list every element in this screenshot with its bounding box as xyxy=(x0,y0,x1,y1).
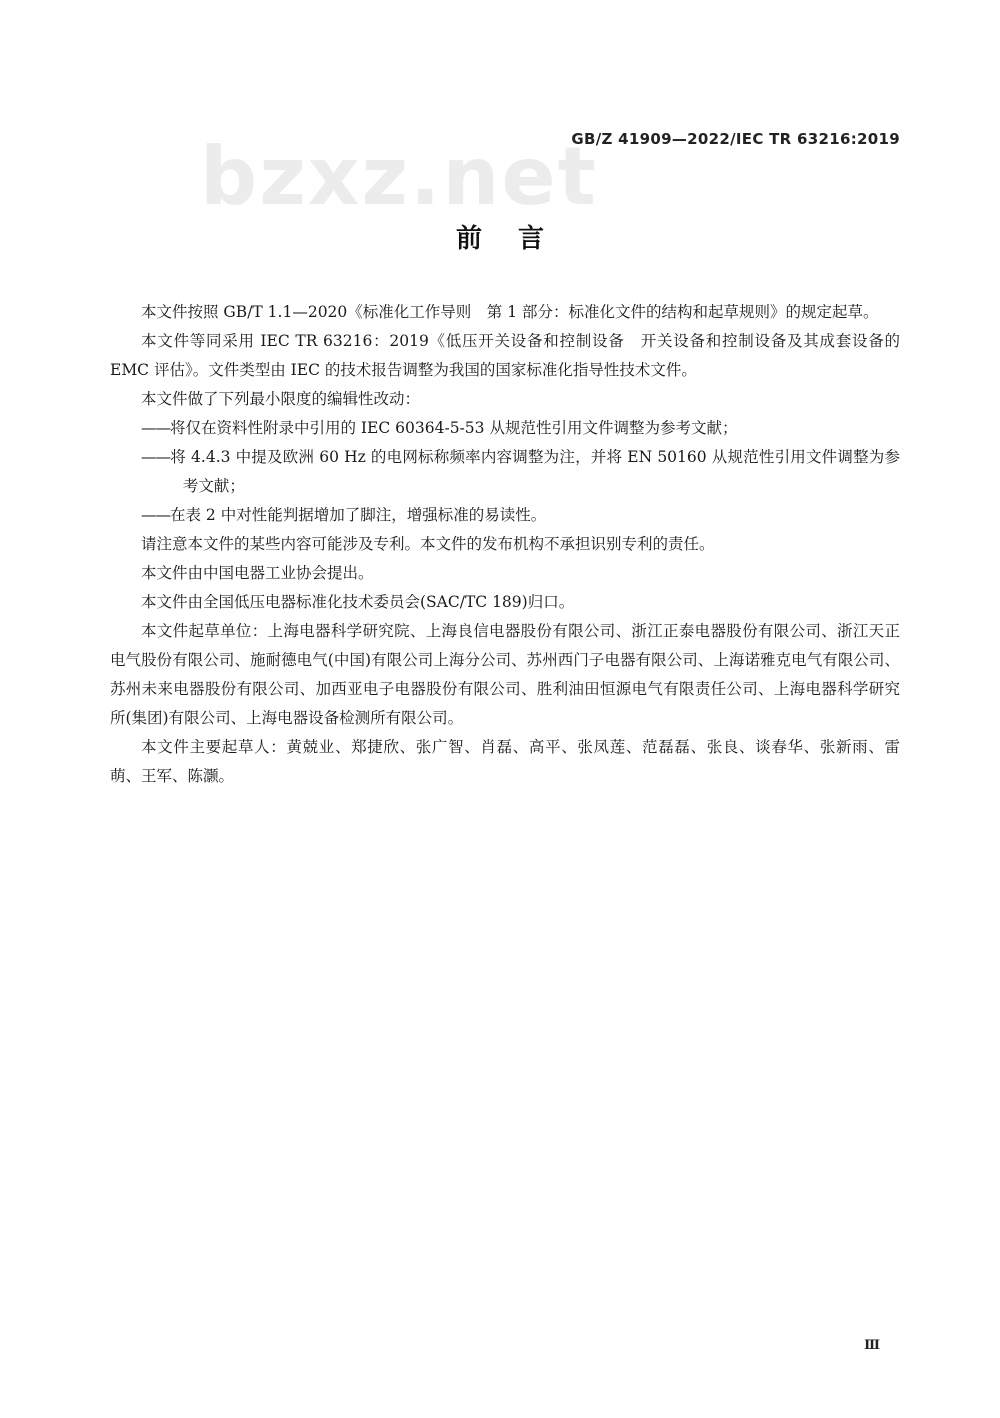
dash-mark: —— xyxy=(141,506,170,524)
paragraph-text: 本文件主要起草人：黄兢业、郑捷欣、张广智、肖磊、高平、张凤莲、范磊磊、张良、谈春华、张新雨、雷萌、王军、陈灏。 xyxy=(110,738,900,785)
paragraph-text: 本文件起草单位：上海电器科学研究院、上海良信电器股份有限公司、浙江正泰电器股份有限公司、浙江天正电气股份有限公司、施耐德电气(中国)有限公司上海分公司、苏州西门子电器有限公司、上海诺雅克电气有限公司、苏州未来电器股份有限公司、加西亚电子电器股份有限公司、胜利油田恒源电气有限责任公司、上海电器科学研究所(集团)有限公司、上海电器设备检测所有限公司。 xyxy=(110,622,900,727)
paragraph-text: 本文件等同采用 IEC TR 63216：2019《低压开关设备和控制设备 开关设备和控制设备及其成套设备的 EMC 评估》。文件类型由 IEC 的技术报告调整为我国的国家标准化指导性技术文件。 xyxy=(110,332,900,379)
paragraph-text: 本文件做了下列最小限度的编辑性改动： xyxy=(141,390,421,408)
list-item-text: 将仅在资料性附录中引用的 IEC 60364-5-53 从规范性引用文件调整为参考文献； xyxy=(170,419,738,437)
paragraph-text: 请注意本文件的某些内容可能涉及专利。本文件的发布机构不承担识别专利的责任。 xyxy=(141,535,715,553)
paragraph xyxy=(110,530,900,559)
dash-mark: —— xyxy=(141,419,170,437)
list-item-text: 将 4.4.3 中提及欧洲 60 Hz 的电网标称频率内容调整为注，并将 EN 50160 从规范性引用文件调整为参考文献； xyxy=(170,448,900,495)
standard-number: GB/Z 41909—2022/IEC TR 63216:2019 xyxy=(571,130,900,148)
paragraph-text: 本文件由中国电器工业协会提出。 xyxy=(141,564,374,582)
paragraph-text: 本文件按照 GB/T 1.1—2020《标准化工作导则 第 1 部分：标准化文件的结构和起草规则》的规定起草。 xyxy=(141,303,879,321)
paragraph-text: 本文件由全国低压电器标准化技术委员会(SAC/TC 189)归口。 xyxy=(141,593,575,611)
paragraph xyxy=(110,327,900,385)
dash-mark: —— xyxy=(141,448,170,466)
paragraph xyxy=(110,588,900,617)
watermark: bzxz.net xyxy=(200,130,598,223)
paragraph xyxy=(110,385,900,414)
list-item xyxy=(110,443,900,501)
paragraph xyxy=(110,298,900,327)
paragraph xyxy=(110,617,900,733)
list-item xyxy=(110,414,900,443)
page-number: Ⅲ xyxy=(864,1338,880,1353)
paragraph xyxy=(110,733,900,791)
paragraph xyxy=(110,559,900,588)
document-body xyxy=(110,298,900,791)
list-item xyxy=(110,501,900,530)
list-item-text: 在表 2 中对性能判据增加了脚注，增强标准的易读性。 xyxy=(170,506,547,524)
page-title: 前言 xyxy=(455,224,580,254)
